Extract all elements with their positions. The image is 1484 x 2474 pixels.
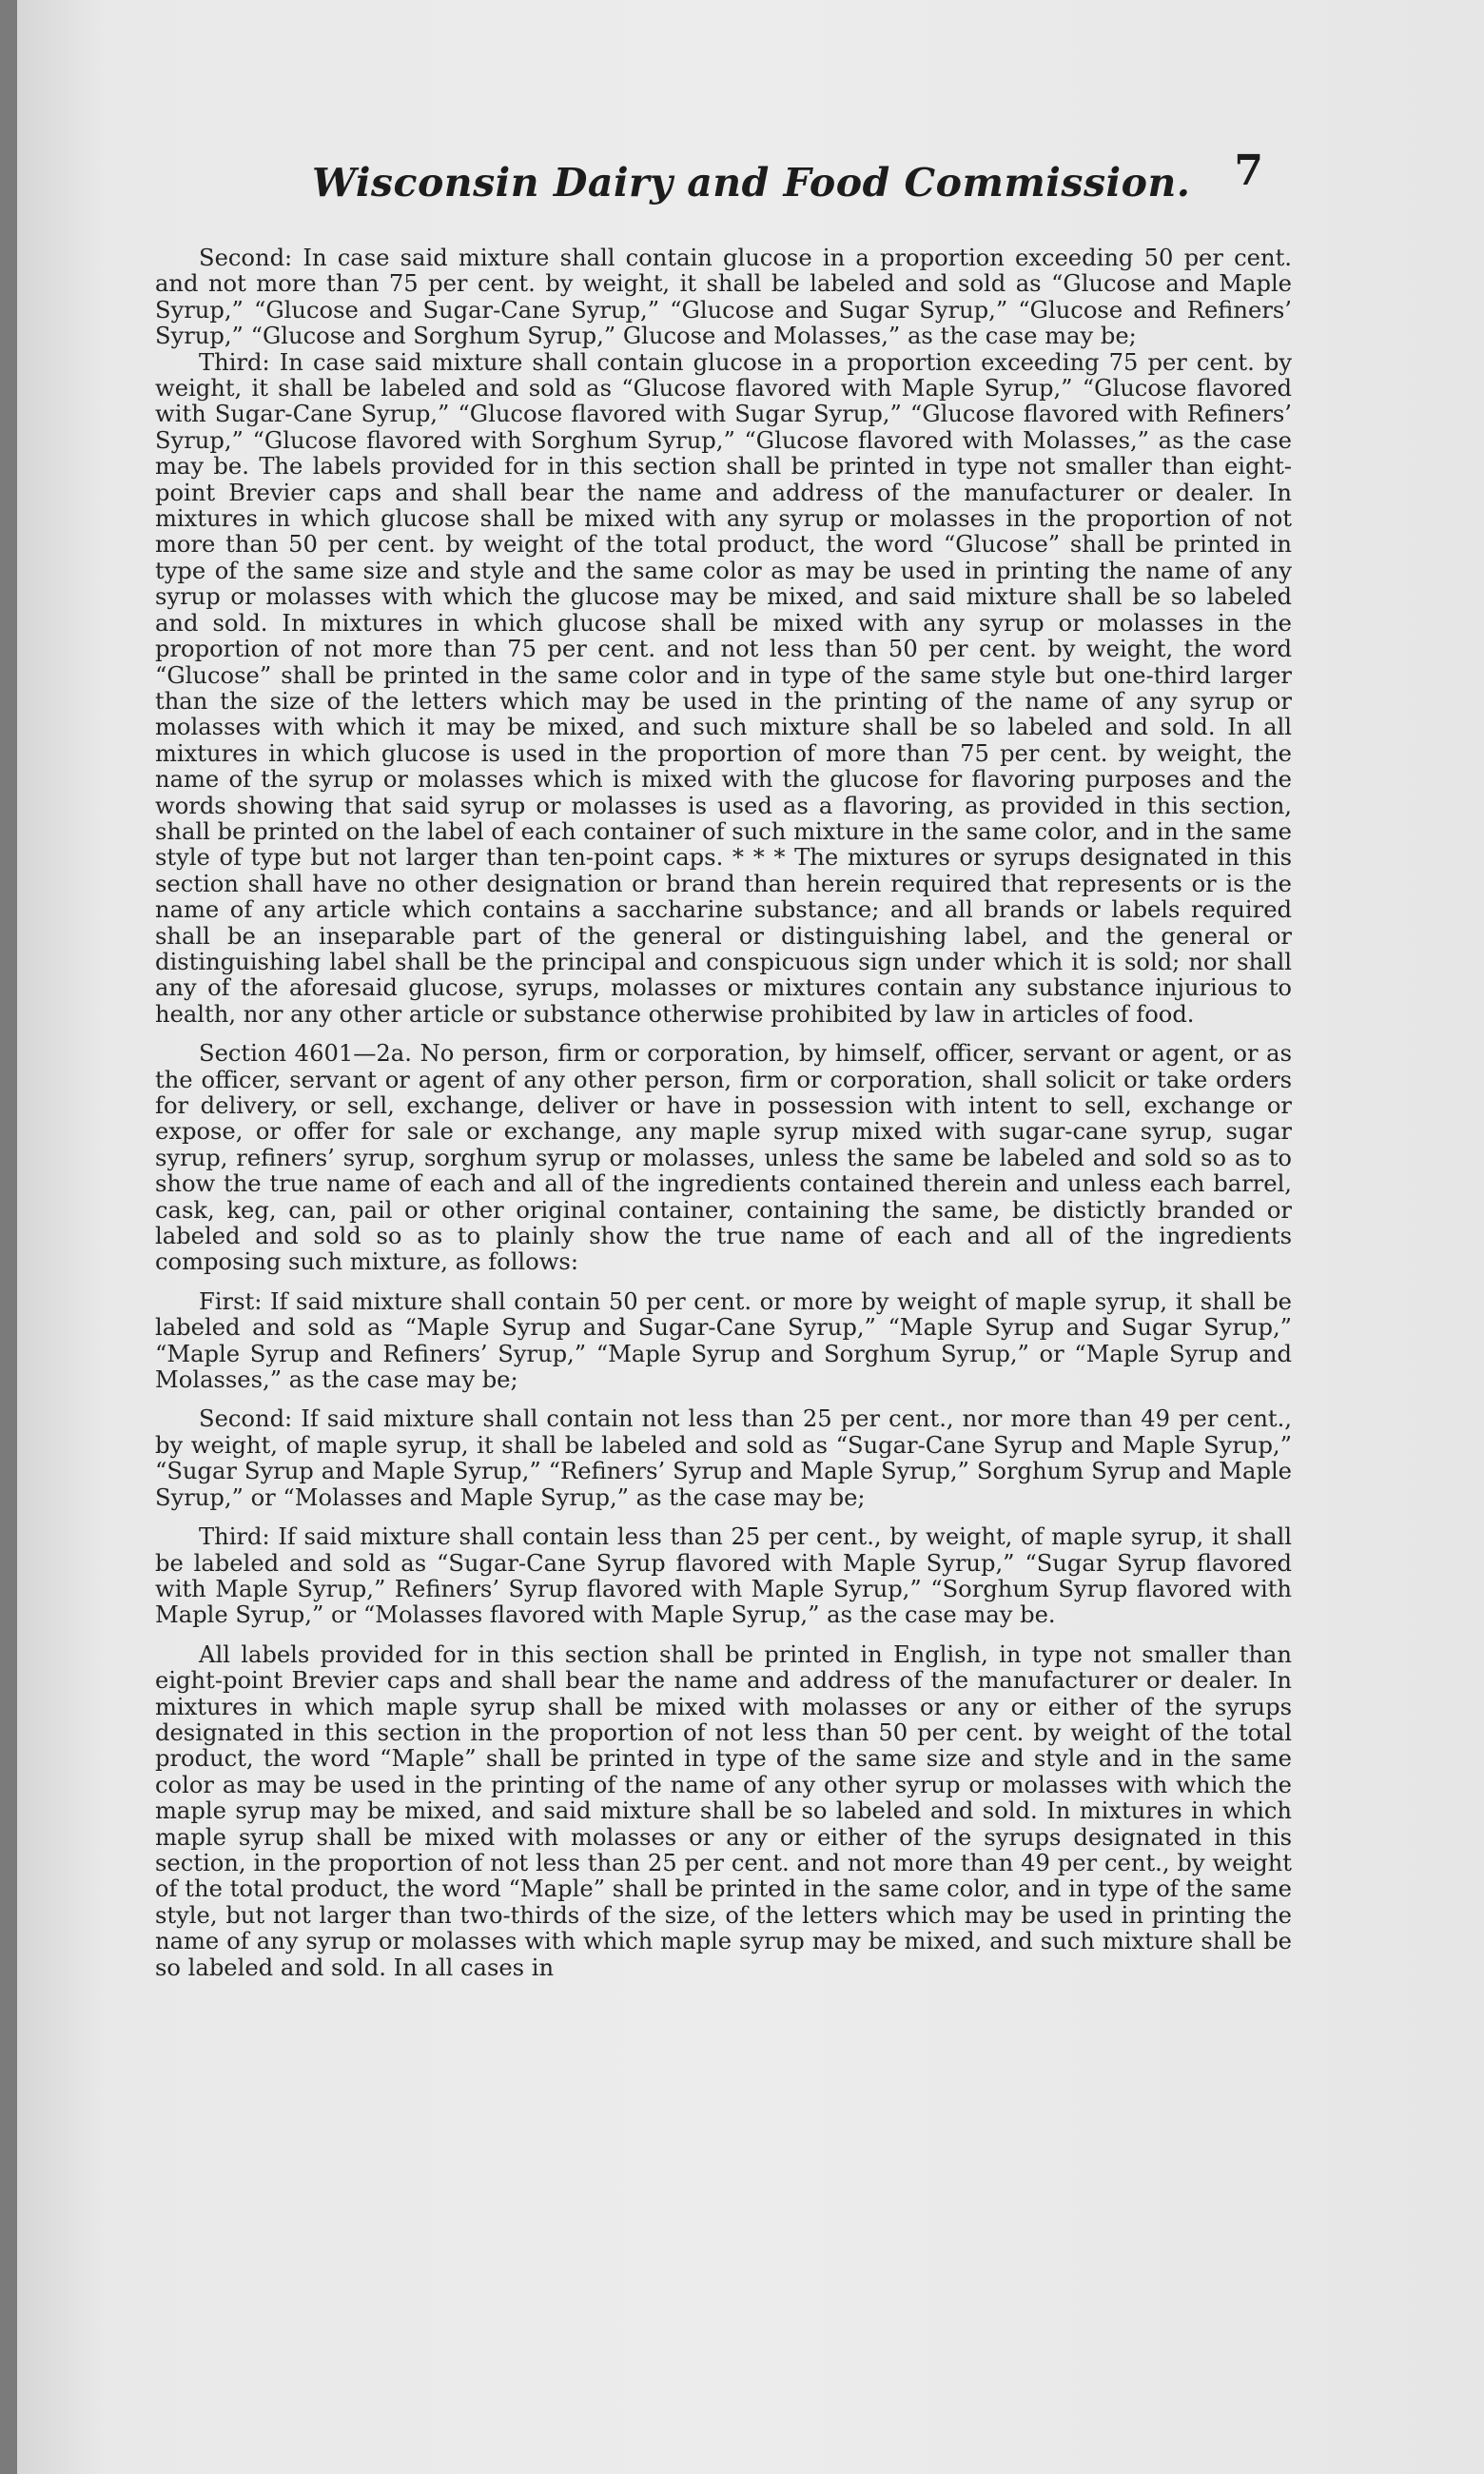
page-header [303, 143, 1301, 219]
paragraph-first-maple: First: If said mixture shall contain 50 per cent. or more by weight of maple syrup, it shall be labeled and sold as “Maple Syrup and Sugar-Cane Syrup,” “Maple Syrup and Sugar Syrup,” “Maple Syrup and Refiners’ Syrup,” “Maple Syrup and Sorghum Syrup,” or “Maple Syrup and Molasses,” as the case may be; [155, 1287, 1292, 1394]
body-text [155, 245, 1292, 2291]
paragraph-labels: All labels provided for in this section shall be printed in English, in type not smaller than eight-point Brevier caps and shall bear the name and address of the manufacturer or dealer. In mixtures in which maple syrup shall be mixed with molasses or any or either of the syrups designated in this section in the proportion of not less than 50 per cent. by weight of the total product, the word “Maple” shall be printed in type of the same size and style and in the same color as may be used in the printing of the name of any other syrup or molasses with which the maple syrup may be mixed, and said mixture shall be so labeled and sold. In mixtures in which maple syrup shall be mixed with molasses or any or either of the syrups designated in this section, in the proportion of not less than 25 per cent. and not more than 49 per cent., by weight of the total product, the word “Maple” shall be printed in the same color, and in type of the same style, but not larger than two-thirds of the size, of the letters which may be used in printing the name of any syrup or molasses with which maple syrup may be mixed, and such mixture shall be so labeled and sold. In all cases in [155, 1640, 1292, 1981]
document-page [17, 0, 1484, 2474]
paragraph-second-maple: Second: If said mixture shall contain not less than 25 per cent., nor more than 49 per cent., by weight, of maple syrup, it shall be labeled and sold as “Sugar-Cane Syrup and Maple Syrup,” “Sugar Syrup and Maple Syrup,” “Refiners’ Syrup and Maple Syrup,” Sorghum Syrup and Maple Syrup,” or “Molasses and Maple Syrup,” as the case may be; [155, 1405, 1292, 1511]
paragraph-section-4601-2a: Section 4601—2a. No person, firm or corporation, by himself, officer, servant or agent, or as the officer, servant or agent of any other person, firm or corporation, shall solicit or take orders for delivery, or sell, exchange, deliver or have in possession with intent to sell, exchange or expose, or offer for sale or exchange, any maple syrup mixed with sugar-cane syrup, sugar syrup, refiners’ syrup, sorghum syrup or molasses, unless the same be labeled and sold so as to show the true name of each and all of the ingredients contained therein and unless each barrel, cask, keg, can, pail or other original container, containing the same, be distictly branded or labeled and sold so as to plainly show the true name of each and all of the ingredients composing such mixture, as follows: [155, 1040, 1292, 1276]
paragraph-third-glucose: Third: In case said mixture shall contain glucose in a proportion exceeding 75 per cent. by weight, it shall be labeled and sold as “Glucose flavored with Maple Syrup,” “Glucose flavored with Sugar-Cane Syrup,” “Glucose flavored with Sugar Syrup,” “Glucose flavored with Refiners’ Syrup,” “Glucose flavored with Sorghum Syrup,” “Glucose flavored with Molasses,” as the case may be. The labels provided for in this section shall be printed in type not smaller than eight-point Brevier caps and shall bear the name and address of the manufacturer or dealer. In mixtures in which glucose shall be mixed with any syrup or molasses in the proportion of not more than 50 per cent. by weight of the total product, the word “Glucose” shall be printed in type of the same size and style and the same color as may be used in printing the name of any syrup or molasses with which the glucose may be mixed, and said mixture shall be so labeled and sold. In mixtures in which glucose shall be mixed with any syrup or molasses in the proportion of not more than 75 per cent. and not less than 50 per cent. by weight, the word “Glucose” shall be printed in the same color and in type of the same style but one-third larger than the size of the letters which may be used in the printing of the name of any syrup or molasses with which it may be mixed, and such mixture shall be so labeled and sold. In all mixtures in which glucose is used in the proportion of more than 75 per cent. by weight, the name of the syrup or molasses which is mixed with the glucose for flavoring purposes and the words showing that said syrup or molasses is used as a flavoring, as provided in this section, shall be printed on the label of each container of such mixture in the same color, and in the same style of type but not larger than ten-point caps. * * * The mixtures or syrups designated in this section shall have no other designation or brand than herein required that represents or is the name of any article which contains a saccharine substance; and all brands or labels required shall be an inseparable part of the general or distinguishing label, and the general or distinguishing label shall be the principal and conspicuous sign under which it is sold; nor shall any of the aforesaid glucose, syrups, molasses or mixtures contain any substance injurious to health, nor any other article or substance otherwise prohibited by law in articles of food. [155, 348, 1292, 1028]
paragraph-second-glucose: Second: In case said mixture shall contain glucose in a proportion exceeding 50 per cent. and not more than 75 per cent. by weight, it shall be labeled and sold as “Glucose and Maple Syrup,” “Glucose and Sugar-Cane Syrup,” “Glucose and Sugar Syrup,” “Glucose and Refiners’ Syrup,” “Glucose and Sorghum Syrup,” Glucose and Molasses,” as the case may be; [155, 245, 1292, 350]
paragraph-third-maple: Third: If said mixture shall contain less than 25 per cent., by weight, of maple syrup, it shall be labeled and sold as “Sugar-Cane Syrup flavored with Maple Syrup,” “Sugar Syrup flavored with Maple Syrup,” Refiners’ Syrup flavored with Maple Syrup,” “Sorghum Syrup flavored with Maple Syrup,” or “Molasses flavored with Maple Syrup,” as the case may be. [155, 1523, 1292, 1629]
running-title: Wisconsin Dairy and Food Commission. [312, 160, 1191, 206]
page-number: 7 [1234, 147, 1263, 195]
